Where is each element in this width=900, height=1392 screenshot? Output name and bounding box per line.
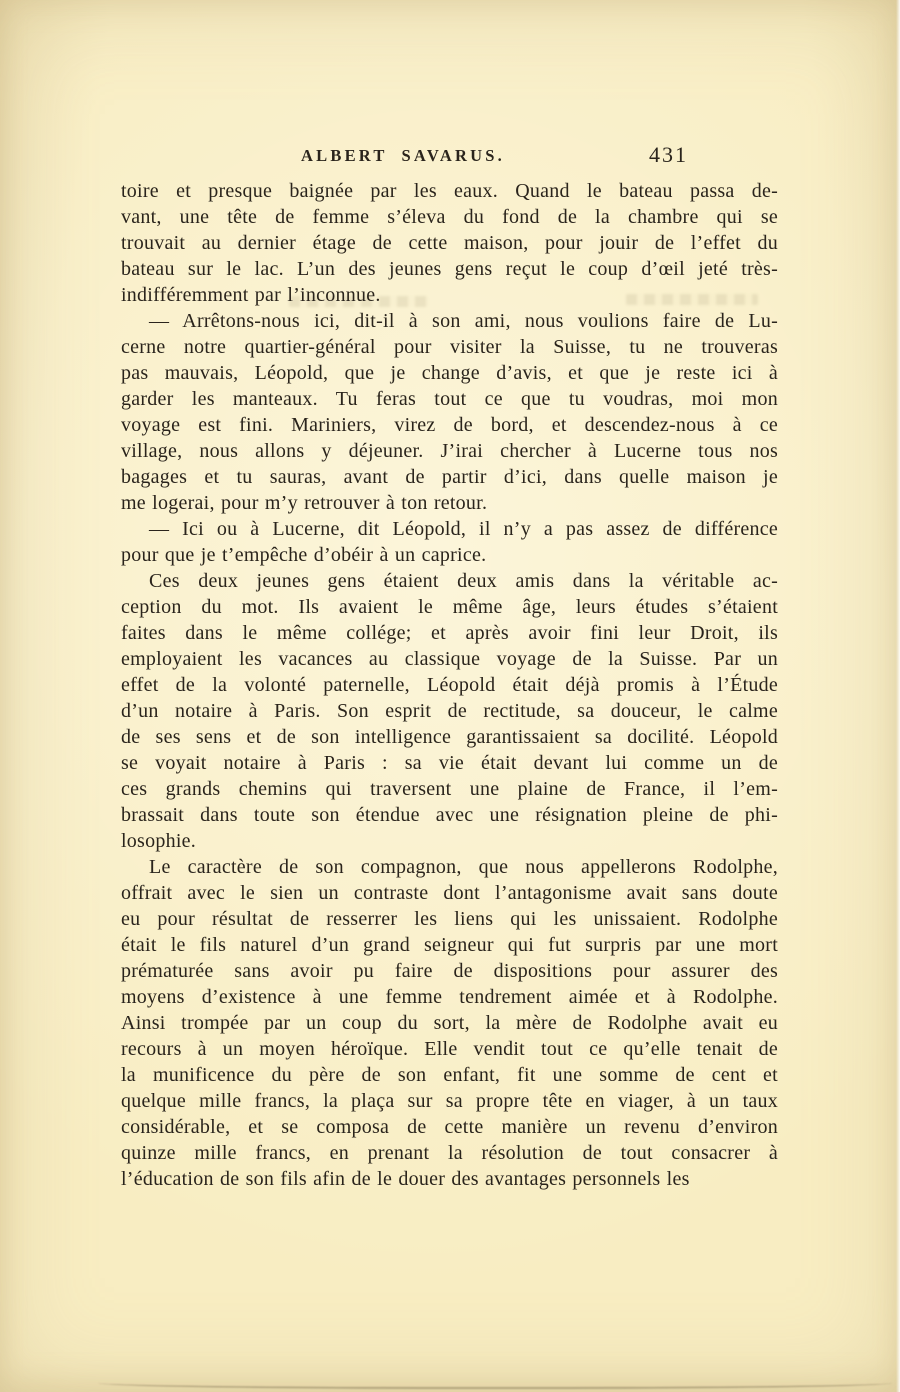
text-line: ception du mot. Ils avaient le même âge, leurs études s’étaient xyxy=(121,596,778,618)
running-header-title: ALBERT SAVARUS. xyxy=(301,146,505,165)
text-line: prématurée sans avoir pu faire de dispositions pour assurer des xyxy=(121,960,778,982)
text-line: me logerai, pour m’y retrouver à ton retour. xyxy=(121,492,488,514)
text-line: l’éducation de son fils afin de le douer des avantages personnels les xyxy=(121,1168,690,1190)
text-line: pas mauvais, Léopold, que je change d’avis, et que je reste ici à xyxy=(121,362,778,384)
scan-bottom-shadow xyxy=(98,1382,892,1389)
text-line: se voyait notaire à Paris : sa vie était devant lui comme un de xyxy=(121,752,778,774)
text-line: la munificence du père de son enfant, fit une somme de cent et xyxy=(121,1064,778,1086)
text-line: — Ici ou à Lucerne, dit Léopold, il n’y a pas assez de différence xyxy=(149,518,778,540)
paragraph xyxy=(121,516,778,568)
text-line: losophie. xyxy=(121,830,197,852)
page-text xyxy=(121,178,778,1192)
text-line: effet de la volonté paternelle, Léopold était déjà promis à l’Étude xyxy=(121,674,778,696)
paragraph xyxy=(121,178,778,308)
page-number: 431 xyxy=(649,142,688,167)
text-line: recours à un moyen héroïque. Elle vendit tout ce qu’elle tenait de xyxy=(121,1038,778,1060)
paragraph xyxy=(121,854,778,1192)
text-line: considérable, et se composa de cette manière un revenu d’environ xyxy=(121,1116,778,1138)
text-line: quinze mille francs, en prenant la résolution de tout consacrer à xyxy=(121,1142,778,1164)
text-line: garder les manteaux. Tu feras tout ce que tu voudras, moi mon xyxy=(121,388,778,410)
text-line: Le caractère de son compagnon, que nous appellerons Rodolphe, xyxy=(149,856,778,878)
text-line: bagages et tu sauras, avant de partir d’ici, dans quelle maison je xyxy=(121,466,778,488)
running-header xyxy=(121,144,778,172)
text-line: offrait avec le sien un contraste dont l’antagonisme avait sans doute xyxy=(121,882,778,904)
text-line: faites dans le même collége; et après avoir fini leur Droit, ils xyxy=(121,622,778,644)
text-line: eu pour résultat de resserrer les liens qui les unissaient. Rodolphe xyxy=(121,908,778,930)
text-line: de ses sens et de son intelligence garantissaient sa docilité. Léopold xyxy=(121,726,778,748)
text-line: trouvait au dernier étage de cette maison, pour jouir de l’effet du xyxy=(121,232,778,254)
scan-edge-highlight xyxy=(896,0,900,1392)
paragraph xyxy=(121,568,778,854)
text-line: cerne notre quartier-général pour visiter la Suisse, tu ne trouveras xyxy=(121,336,778,358)
text-line: indifféremment par l’inconnue. xyxy=(121,284,381,306)
text-line: Ainsi trompée par un coup du sort, la mère de Rodolphe avait eu xyxy=(121,1012,778,1034)
text-line: bateau sur le lac. L’un des jeunes gens reçut le coup d’œil jeté très- xyxy=(121,258,778,280)
text-line: voyage est fini. Mariniers, virez de bord, et descendez-nous à ce xyxy=(121,414,778,436)
text-line: toire et presque baignée par les eaux. Quand le bateau passa de- xyxy=(121,180,778,202)
text-line: ces grands chemins qui traversent une plaine de France, il l’em- xyxy=(121,778,778,800)
text-line: brassait dans toute son étendue avec une résignation pleine de phi- xyxy=(121,804,778,826)
text-line: d’un notaire à Paris. Son esprit de rectitude, sa douceur, le calme xyxy=(121,700,778,722)
text-line: était le fils naturel d’un grand seigneur qui fut surpris par une mort xyxy=(121,934,778,956)
text-line: quelque mille francs, la plaça sur sa propre tête en viager, à un taux xyxy=(121,1090,778,1112)
text-line: moyens d’existence à une femme tendrement aimée et à Rodolphe. xyxy=(121,986,778,1008)
text-line: Ces deux jeunes gens étaient deux amis dans la véritable ac- xyxy=(149,570,778,592)
text-line: village, nous allons y déjeuner. J’irai chercher à Lucerne tous nos xyxy=(121,440,778,462)
text-line: pour que je t’empêche d’obéir à un caprice. xyxy=(121,544,487,566)
text-line: vant, une tête de femme s’éleva du fond de la chambre qui se xyxy=(121,206,778,228)
text-line: — Arrêtons-nous ici, dit-il à son ami, nous voulions faire de Lu- xyxy=(149,310,778,332)
text-line: employaient les vacances au classique voyage de la Suisse. Par un xyxy=(121,648,778,670)
paragraph xyxy=(121,308,778,516)
